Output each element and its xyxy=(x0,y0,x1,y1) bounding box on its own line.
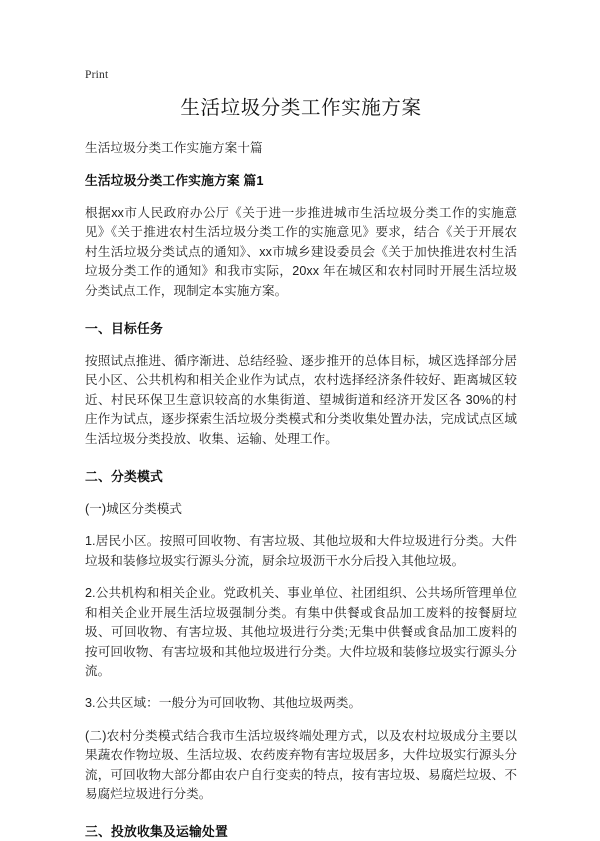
page-title: 生活垃圾分类工作实施方案 xyxy=(180,97,422,119)
document-content xyxy=(85,95,517,841)
section-heading-3: 三、投放收集及运输处置 xyxy=(85,824,228,840)
article-heading: 生活垃圾分类工作实施方案 篇1 xyxy=(85,173,264,188)
print-button[interactable]: Print xyxy=(85,69,109,81)
document-subtitle: 生活垃圾分类工作实施方案十篇 xyxy=(85,141,263,155)
intro-paragraph: 根据xx市人民政府办公厅《关于进一步推进城市生活垃圾分类工作的实施意见》《关于推进农村生活垃圾分类工作的实施意见》要求，结合《关于开展农村生活垃圾分类试点的通知》、xx市城乡建设委员会《关于加快推进农村生活垃圾分类工作的通知》和我市实际，20xx 年在城区和农村同时开展生活垃圾分类试点工作，现制定本实施方案。 xyxy=(85,206,517,298)
section-2-paragraph-5: (二)农村分类模式结合我市生活垃圾终端处理方式，以及农村垃圾成分主要以果蔬农作物垃圾、生活垃圾、农药废弃物有害垃圾居多，大件垃圾实行源头分流，可回收物大部分都由农户自行变卖的特点，按有害垃圾、易腐烂垃圾、不易腐烂垃圾进行分类。 xyxy=(85,728,517,801)
section-2-paragraph-3: 2.公共机构和相关企业。党政机关、事业单位、社团组织、公共场所管理单位和相关企业开展生活垃圾强制分类。有集中供餐或食品加工废料的按餐厨垃圾、可回收物、有害垃圾、其他垃圾进行分类;无集中供餐或食品加工废料的按可回收物、有害垃圾和其他垃圾进行分类。大件垃圾和装修垃圾实行源头分流。 xyxy=(85,586,517,678)
section-2-paragraph-1: (一)城区分类模式 xyxy=(85,502,182,517)
section-heading-1: 一、目标任务 xyxy=(85,321,163,337)
section-1-paragraph-1: 按照试点推进、循序渐进、总结经验、逐步推开的总体目标，城区选择部分居民小区、公共机构和相关企业作为试点，农村选择经济条件较好、距离城区较近、村民环保卫生意识较高的水集街道、望城街道和经济开发区各 30%的村庄作为试点，逐步探索生活垃圾分类模式和分类收集处置办法，完成试点区域生活垃圾分类投放、收集、运输、处理工作。 xyxy=(85,354,517,446)
section-2-paragraph-2: 1.居民小区。按照可回收物、有害垃圾、其他垃圾和大件垃圾进行分类。大件垃圾和装修垃圾实行源头分流，厨余垃圾沥干水分后投入其他垃圾。 xyxy=(85,534,517,568)
section-heading-2: 二、分类模式 xyxy=(85,469,163,485)
section-2-paragraph-4: 3.公共区域：一般分为可回收物、其他垃圾两类。 xyxy=(85,696,362,711)
